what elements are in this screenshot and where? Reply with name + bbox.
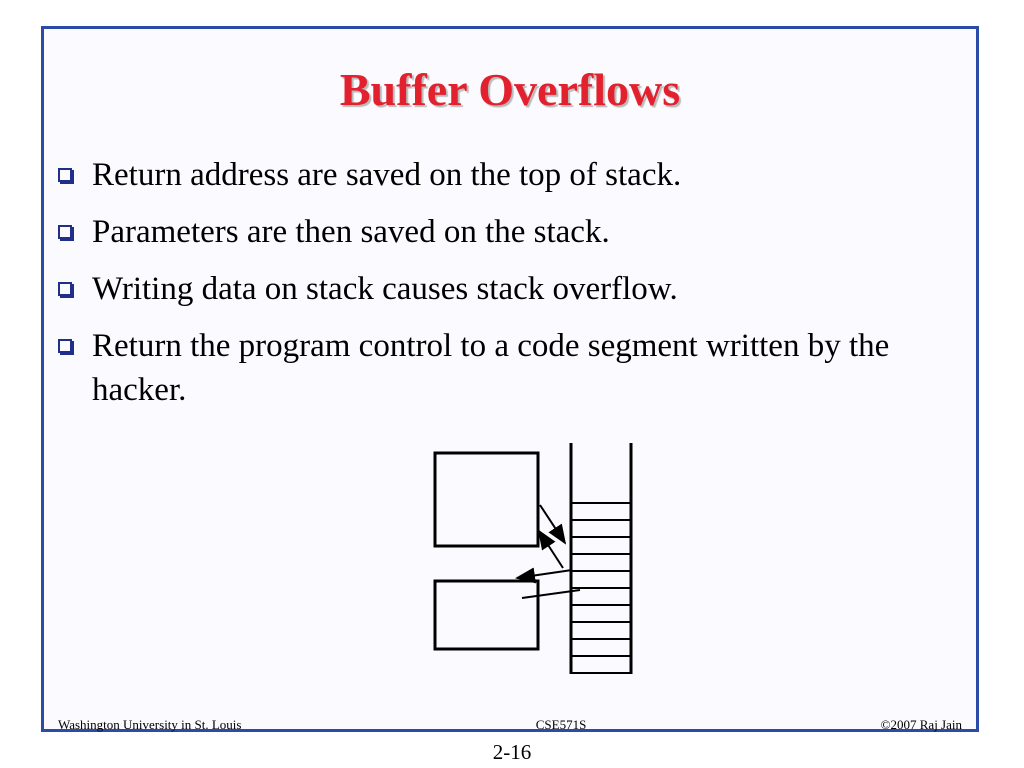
arrow-stack-to-upper [539, 531, 563, 568]
code-box-lower [435, 581, 538, 649]
code-box-upper [435, 453, 538, 546]
bullet-text: Return address are saved on the top of stack. [92, 157, 682, 193]
bullet-text: Return the program control to a code segment written by the hacker. [92, 328, 890, 408]
stack-slots [571, 503, 631, 673]
slide-title: Buffer Overflows [339, 64, 681, 115]
footer-institution: Washington University in St. Louis [58, 717, 242, 732]
page-number: 2-16 [492, 740, 532, 764]
footer-course: CSE571S [535, 717, 587, 732]
arrow-stack-to-lower [517, 570, 572, 578]
footer-copyright: ©2007 Raj Jain [880, 717, 962, 732]
bullet-text: Parameters are then saved on the stack. [92, 214, 610, 250]
bullet-text: Writing data on stack causes stack overflow. [92, 271, 678, 307]
